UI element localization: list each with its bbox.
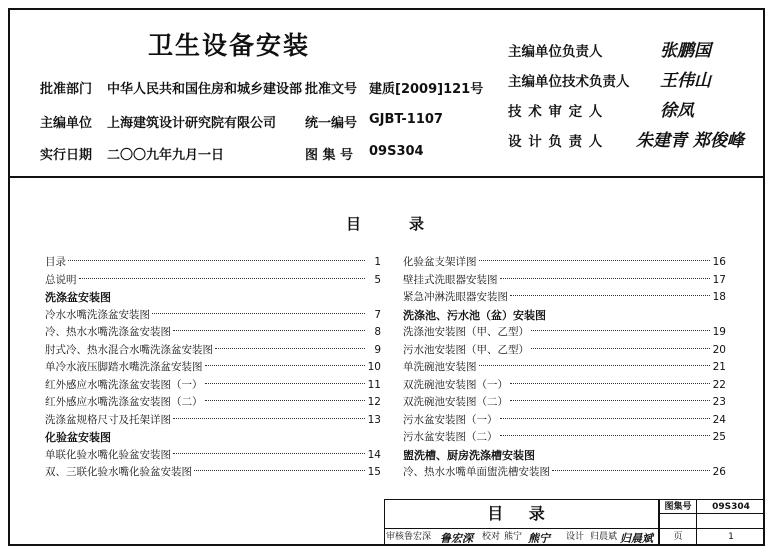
dot-leader [173,453,365,454]
toc-title: 目 录 [346,215,425,233]
toc-entry[interactable] [403,324,726,342]
approval-no-label: 批准文号 [305,82,358,97]
toc-entry[interactable] [403,394,726,412]
atlas-no-label: 图 集 号 [305,148,354,163]
toc-entry[interactable] [403,377,726,395]
toc-entry-title: 紧急冲淋洗眼器安装图 [403,291,508,303]
toc-left-column [45,254,381,482]
toc-entry[interactable] [403,359,726,377]
dot-leader [205,400,366,401]
toc-entry-page: 16 [712,256,726,268]
toc-entry-title: 壁挂式洗眼器安装图 [403,273,498,286]
review-label: 审核 [386,532,405,542]
toc-entry-title: 双洗碗池安装图（二） [403,396,508,408]
dot-leader [205,365,366,366]
atlas-title: 卫生设备安装 [148,31,311,60]
dot-leader [500,435,711,436]
responsible-label: 主编单位技术负责人 [508,74,630,90]
checker-signature: 熊宁 [528,532,550,545]
toc-entry-page: 13 [367,413,381,426]
toc-entry[interactable] [403,429,726,447]
toc-entry-title: 污水盆安装图（一） [403,413,498,426]
dot-leader [479,260,711,261]
responsible-label: 技 术 审 定 人 [508,104,604,120]
toc-entry-page: 10 [367,361,381,373]
toc-entry-page: 15 [367,466,381,478]
toc-entry-page: 5 [374,273,381,286]
checker-name: 熊宁 [504,532,523,542]
header-divider [8,176,765,178]
toc-entry-page: 20 [712,343,726,356]
toc-entry-title: 双洗碗池安装图（一） [403,378,508,391]
toc-entry[interactable] [403,342,726,360]
toc-section-heading: 盥洗槽、厨房洗涤槽安装图 [403,448,535,462]
unified-no: GJBT-1107 [369,112,443,127]
signature-image: 徐凤 [660,101,694,121]
toc-entry[interactable] [403,272,726,290]
toc-entry-page: 11 [367,378,381,391]
dot-leader [173,330,365,331]
design-label: 设计 [566,532,585,542]
toc-entry-page: 18 [712,291,726,303]
signature-image: 王伟山 [660,71,711,91]
dot-leader [479,365,711,366]
dot-leader [510,383,710,384]
dot-leader [510,295,710,296]
toc-entry-page: 17 [712,273,726,286]
effective-date: 二〇〇九年九月一日 [107,148,225,163]
toc-entry-page: 25 [712,431,726,443]
toc-entry-page: 24 [712,413,726,426]
dot-leader [79,278,366,279]
toc-entry-title: 单洗碗池安装图 [403,361,477,373]
toc-entry[interactable] [45,464,381,482]
dot-leader [500,278,711,279]
designer-name: 归晨斌 [590,532,618,542]
toc-section-heading: 化验盆安装图 [45,431,111,444]
page-number: 1 [728,532,734,542]
toc-entry[interactable] [45,359,381,377]
toc-entry[interactable] [403,289,726,307]
toc-entry-title: 肘式冷、热水混合水嘴洗涤盆安装图 [45,343,213,356]
toc-entry[interactable] [45,412,381,430]
toc-right-column [403,254,726,482]
toc-entry[interactable] [403,254,726,272]
approval-dept: 中华人民共和国住房和城乡建设部 [107,82,303,97]
toc-entry-page: 23 [712,396,726,408]
dot-leader [500,418,711,419]
toc-entry-title: 红外感应水嘴洗涤盆安装图（一） [45,378,203,391]
dot-leader [215,348,365,349]
toc-entry-title: 化验盆支架详图 [403,256,477,268]
toc-entry-title: 洗涤池安装图（甲、乙型） [403,326,529,338]
toc-entry-title: 冷、热水水嘴洗涤盆安装图 [45,326,171,338]
toc-entry-title: 污水盆安装图（二） [403,431,498,443]
toc-entry[interactable] [45,377,381,395]
toc-entry-page: 1 [374,256,381,268]
toc-entry-page: 12 [367,396,381,408]
dot-leader [68,260,365,261]
signature-image: 朱建青 郑俊峰 [636,131,744,151]
dot-leader [510,400,710,401]
dot-leader [194,470,365,471]
toc-entry[interactable] [45,394,381,412]
toc-entry[interactable] [403,412,726,430]
toc-entry[interactable] [45,272,381,290]
toc-entry-title: 洗涤盆规格尺寸及托架详图 [45,413,171,426]
reviewer-name: 鲁宏深 [404,532,432,542]
unified-no-label: 统一编号 [305,116,358,131]
toc-entry-title: 目录 [45,256,66,268]
toc-entry-title: 单冷水液压脚踏水嘴洗涤盆安装图 [45,361,203,373]
reviewer-signature: 鲁宏深 [440,532,473,545]
toc-section-heading: 洗涤池、污水池（盆）安装图 [403,308,546,322]
dot-leader [552,470,710,471]
toc-entry[interactable] [45,324,381,342]
toc-entry[interactable] [403,464,726,482]
dot-leader [173,418,365,419]
toc-entry[interactable] [45,307,381,325]
dot-leader [152,313,365,314]
toc-entry-title: 污水池安装图（甲、乙型） [403,343,529,356]
toc-entry-title: 单联化验水嘴化验盆安装图 [45,448,171,461]
toc-entry-page: 8 [374,326,381,338]
toc-entry[interactable] [45,447,381,465]
toc-entry-title: 双、三联化验水嘴化验盆安装图 [45,466,192,478]
page-label: 页 [673,532,683,542]
dot-leader [531,348,710,349]
toc-entry[interactable] [45,254,381,272]
toc-entry-title: 冷水水嘴洗涤盆安装图 [45,308,150,321]
toc-entry[interactable] [45,342,381,360]
toc-entry-page: 22 [712,378,726,391]
approval-dept-label: 批准部门 [40,82,93,97]
check-label: 校对 [482,532,501,542]
designer-signature: 归晨斌 [620,532,653,545]
toc-entry-title: 冷、热水水嘴单面盥洗槽安装图 [403,466,550,478]
atlas-no: 09S304 [369,144,424,159]
toc-entry-title: 红外感应水嘴洗涤盆安装图（二） [45,396,203,408]
effective-date-label: 实行日期 [40,148,93,163]
title-block-divider [696,499,697,546]
dot-leader [531,330,710,331]
toc-section-heading: 洗涤盆安装图 [45,291,111,304]
signature-image: 张鹏国 [660,41,711,61]
responsible-label: 设 计 负 责 人 [508,134,604,150]
toc-entry-page: 14 [367,448,381,461]
atlas-no-label: 图集号 [664,502,692,512]
approval-no: 建质[2009]121号 [369,82,484,97]
responsible-label: 主编单位负责人 [508,44,603,60]
toc-entry-page: 7 [374,308,381,321]
toc-entry-page: 26 [712,466,726,478]
toc-entry-page: 19 [712,326,726,338]
dot-leader [205,383,366,384]
chief-unit: 上海建筑设计研究院有限公司 [107,116,277,131]
toc-entry-title: 总说明 [45,273,77,286]
toc-entry-page: 9 [374,343,381,356]
atlas-no: 09S304 [712,502,750,512]
chief-unit-label: 主编单位 [40,116,93,131]
toc-entry-page: 21 [712,361,726,373]
sheet-name: 目 录 [487,504,555,523]
